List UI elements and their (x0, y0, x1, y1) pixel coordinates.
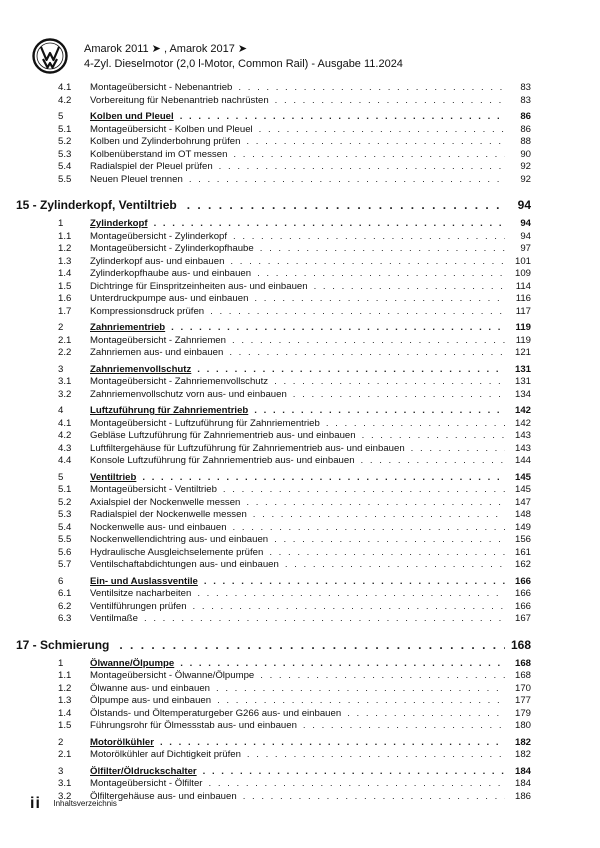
toc-entry[interactable] (58, 281, 531, 294)
toc-entry-title: Ein- und Auslassventile (90, 575, 198, 587)
toc-entry-page: 180 (514, 720, 531, 731)
header-engine-line: 4-Zyl. Dieselmotor (2,0 l-Motor, Common Rail) - Ausgabe 11.2024 (84, 58, 403, 70)
toc-entry-number: 6.3 (58, 613, 72, 624)
page-footer (30, 795, 570, 813)
toc-entry-page: 166 (514, 588, 531, 599)
toc-entry-title: Motorölkühler auf Dichtigkeit prüfen (90, 749, 241, 760)
toc-entry-page: 94 (517, 198, 531, 212)
toc-entry[interactable] (58, 695, 531, 708)
toc-entry-title: Konsole Luftzuführung für Zahnriementrieb aus- und einbauen (90, 455, 355, 466)
toc-section[interactable] (58, 766, 531, 779)
toc-entry[interactable] (58, 720, 531, 733)
toc-entry-number: 1.4 (58, 268, 72, 279)
toc-entry-title: Nockenwellendichtring aus- und einbauen (90, 534, 269, 545)
toc-entry[interactable] (58, 708, 531, 721)
toc-entry-page: 88 (520, 136, 531, 147)
toc-entry-number: 2 (58, 736, 64, 748)
toc-entry-page: 121 (514, 347, 531, 358)
toc-entry-page: 109 (514, 268, 531, 279)
toc-entry-page: 92 (520, 161, 531, 172)
toc-entry-title: Kolbenüberstand im OT messen (90, 148, 228, 160)
dot-leader (269, 547, 505, 560)
toc-entry-title: Vorbereitung für Nebenantrieb nachrüsten (90, 94, 269, 106)
toc-entry-number: 5.5 (58, 534, 72, 545)
toc-entry-number: 1.1 (58, 230, 72, 242)
toc-entry-number: 1 (58, 657, 64, 669)
toc-entry-title: Ölfilter/Öldruckschalter (90, 765, 197, 777)
dot-leader (361, 455, 505, 468)
toc-entry[interactable] (58, 749, 531, 762)
toc-entry-page: 90 (520, 148, 531, 160)
toc-entry-page: 83 (520, 94, 531, 106)
toc-entry-number: 2.1 (58, 749, 72, 760)
toc-entry[interactable] (58, 95, 531, 108)
toc-entry-number: 5.5 (58, 173, 72, 185)
toc-entry-number: 5.3 (58, 148, 72, 160)
toc-entry-page: 156 (514, 534, 531, 545)
toc-entry-number: 5.1 (58, 484, 72, 495)
toc-entry-title: Hydraulische Ausgleichselemente prüfen (90, 546, 264, 558)
toc-entry-title: Montageübersicht - Zylinderkopf (90, 230, 228, 242)
toc-entry-number: 2.1 (58, 334, 72, 346)
dot-leader (144, 613, 505, 626)
toc-entry-number: 3 (58, 765, 64, 777)
toc-entry-page: 94 (520, 230, 531, 242)
toc-entry-number: 1.4 (58, 707, 72, 719)
dot-leader (274, 534, 505, 547)
toc-entry-number: 1.3 (58, 695, 72, 706)
dot-leader (260, 243, 505, 256)
toc-entry-page: 131 (514, 376, 531, 387)
toc-entry[interactable] (58, 670, 531, 683)
toc-entry-number: 4 (58, 405, 64, 416)
page-header (32, 38, 572, 78)
toc-entry-number: 1.7 (58, 305, 72, 317)
toc-entry-title: Ventilmaße (90, 613, 138, 624)
table-of-contents (16, 82, 531, 803)
toc-entry-title: Radialspiel der Pleuel prüfen (90, 161, 213, 172)
dot-leader (254, 405, 505, 418)
toc-entry-title: Luftfiltergehäuse für Luftzuführung für Zahnriementrieb aus- und einbauen (90, 442, 405, 454)
dot-leader (230, 256, 505, 269)
dot-leader (154, 218, 505, 231)
toc-entry-page: 134 (514, 388, 531, 400)
dot-leader (180, 111, 505, 124)
toc-entry-page: 142 (514, 405, 531, 416)
toc-entry-number: 5.4 (58, 521, 72, 533)
toc-entry-page: 161 (514, 546, 531, 558)
dot-leader (326, 418, 505, 431)
toc-entry-number: 5.2 (58, 136, 72, 147)
dot-leader (259, 124, 505, 137)
toc-entry-title: Ventilführungen prüfen (90, 600, 187, 612)
toc-section[interactable] (58, 576, 531, 589)
toc-entry-title: Montageübersicht - Kolben und Pleuel (90, 123, 253, 135)
toc-entry-title: Montageübersicht - Nebenantrieb (90, 82, 233, 93)
toc-entry-number: 6.1 (58, 588, 72, 599)
toc-entry-title: Ventilschaftabdichtungen aus- und einbauen (90, 559, 279, 570)
toc-entry-page: 162 (514, 559, 531, 570)
toc-entry-page: 168 (514, 657, 531, 669)
toc-entry-number: 1.5 (58, 280, 72, 292)
dot-leader (223, 484, 505, 497)
toc-entry-page: 119 (515, 334, 531, 346)
dot-leader (232, 335, 505, 348)
toc-entry-page: 177 (514, 695, 531, 706)
toc-entry-title: Ventiltrieb (90, 471, 137, 483)
dot-leader (285, 559, 505, 572)
toc-entry-page: 168 (510, 637, 531, 652)
toc-entry-title: Kolben und Pleuel (90, 111, 174, 122)
toc-entry-title: 17 - Schmierung (16, 637, 110, 652)
dot-leader (180, 658, 505, 671)
dot-leader (246, 136, 505, 149)
toc-entry-page: 166 (514, 575, 531, 587)
dot-leader (203, 766, 505, 779)
toc-entry-page: 94 (520, 218, 531, 229)
dot-leader (260, 670, 505, 683)
dot-leader (229, 347, 505, 360)
toc-entry-page: 101 (514, 255, 531, 267)
toc-chapter[interactable] (16, 196, 531, 214)
toc-entry-page: 167 (514, 613, 531, 624)
toc-entry-number: 2 (58, 322, 64, 333)
toc-entry-number: 5.7 (58, 559, 72, 570)
vw-logo-icon (32, 38, 68, 74)
toc-entry-title: Ölwanne aus- und einbauen (90, 682, 211, 694)
toc-section[interactable] (58, 737, 531, 750)
toc-entry-page: 142 (514, 417, 531, 429)
toc-entry-number: 3.1 (58, 376, 72, 387)
toc-entry-number: 4.3 (58, 442, 72, 454)
toc-entry-title: Montageübersicht - Ventiltrieb (90, 484, 217, 495)
toc-entry-title: Montageübersicht - Ölwanne/Ölpumpe (90, 670, 255, 681)
toc-entry-number: 1.1 (58, 670, 72, 681)
toc-entry-number: 5.6 (58, 546, 72, 558)
toc-section[interactable] (58, 111, 531, 124)
toc-entry[interactable] (58, 306, 531, 319)
dot-leader (171, 322, 505, 335)
toc-entry-title: Gebläse Luftzuführung für Zahnriementrieb aus- und einbauen (90, 430, 356, 441)
dot-leader (247, 749, 505, 762)
toc-entry-page: 143 (514, 442, 531, 454)
dot-leader (160, 737, 505, 750)
toc-entry-page: 117 (515, 305, 531, 317)
toc-entry-title: Montageübersicht - Zylinderkopfhaube (90, 243, 254, 254)
page-number: ii (30, 795, 41, 812)
dot-leader (274, 376, 505, 389)
dot-leader (189, 174, 505, 187)
toc-entry-title: Zahnriemen aus- und einbauen (90, 347, 224, 358)
toc-entry-page: 86 (520, 111, 531, 122)
toc-entry-title: 15 - Zylinderkopf, Ventiltrieb (16, 198, 177, 212)
toc-entry-page: 184 (514, 778, 531, 789)
toc-entry-page: 147 (514, 496, 531, 508)
dot-leader (193, 601, 505, 614)
toc-entry-number: 5.1 (58, 123, 72, 135)
toc-entry-page: 145 (514, 484, 531, 495)
toc-entry-page: 144 (514, 455, 531, 466)
dot-leader (119, 636, 505, 654)
toc-entry[interactable] (58, 82, 531, 95)
toc-section[interactable] (58, 218, 531, 231)
toc-entry-page: 168 (514, 670, 531, 681)
toc-entry[interactable] (58, 376, 531, 389)
dot-leader (187, 196, 505, 214)
toc-entry-title: Zylinderkopf aus- und einbauen (90, 255, 225, 267)
dot-leader (362, 430, 505, 443)
toc-entry-number: 2.2 (58, 347, 72, 358)
toc-entry[interactable] (58, 455, 531, 468)
dot-leader (347, 708, 505, 721)
toc-entry-number: 3 (58, 363, 64, 375)
dot-leader (238, 82, 505, 95)
toc-entry-page: 83 (520, 82, 531, 93)
toc-entry[interactable] (58, 136, 531, 149)
toc-entry-page: 170 (514, 682, 531, 694)
toc-entry-title: Luftzuführung für Zahnriementrieb (90, 405, 249, 416)
toc-entry[interactable] (58, 124, 531, 137)
toc-entry-title: Unterdruckpumpe aus- und einbauen (90, 293, 249, 304)
toc-entry[interactable] (58, 161, 531, 174)
toc-entry-title: Montageübersicht - Luftzuführung für Zahnriementrieb (90, 417, 320, 429)
toc-entry-title: Kolben und Zylinderbohrung prüfen (90, 136, 241, 147)
dot-leader (411, 443, 505, 456)
toc-entry[interactable] (58, 174, 531, 187)
toc-entry[interactable] (58, 430, 531, 443)
toc-entry-page: 166 (514, 600, 531, 612)
toc-entry-title: Neuen Pleuel trennen (90, 173, 183, 185)
toc-entry[interactable] (58, 293, 531, 306)
toc-entry-title: Montageübersicht - Ölfilter (90, 778, 203, 789)
toc-entry-title: Zahnriemenvollschutz (90, 363, 192, 375)
toc-entry-page: 131 (514, 363, 531, 375)
dot-leader (293, 389, 505, 402)
toc-entry-title: Kompressionsdruck prüfen (90, 305, 205, 317)
toc-entry[interactable] (58, 256, 531, 269)
toc-entry-number: 3.2 (58, 388, 72, 400)
toc-entry-number: 1.3 (58, 255, 72, 267)
toc-entry-number: 1 (58, 218, 64, 229)
toc-entry-page: 148 (514, 509, 531, 520)
toc-entry[interactable] (58, 389, 531, 402)
toc-entry[interactable] (58, 547, 531, 560)
toc-entry[interactable] (58, 497, 531, 510)
toc-entry-number: 5 (58, 471, 64, 483)
toc-entry-number: 4.2 (58, 430, 72, 441)
toc-entry-page: 145 (514, 471, 531, 483)
toc-entry[interactable] (58, 683, 531, 696)
toc-section[interactable] (58, 322, 531, 335)
toc-entry[interactable] (58, 509, 531, 522)
dot-leader (233, 149, 505, 162)
dot-leader (303, 720, 505, 733)
toc-entry[interactable] (58, 347, 531, 360)
toc-entry-title: Zylinderkopfhaube aus- und einbauen (90, 268, 252, 279)
dot-leader (219, 161, 505, 174)
toc-entry[interactable] (58, 243, 531, 256)
dot-leader (275, 95, 505, 108)
dot-leader (233, 231, 505, 244)
toc-entry-title: Radialspiel der Nockenwelle messen (90, 509, 247, 520)
toc-entry-title: Ölpumpe aus- und einbauen (90, 695, 212, 706)
toc-section[interactable] (58, 658, 531, 671)
toc-entry-page: 182 (514, 736, 531, 748)
toc-entry-title: Ölwanne/Ölpumpe (90, 657, 175, 669)
toc-entry-number: 1.2 (58, 243, 72, 254)
toc-entry-number: 3.2 (58, 790, 72, 802)
dot-leader (216, 683, 505, 696)
toc-entry-number: 1.6 (58, 293, 72, 304)
toc-entry[interactable] (58, 522, 531, 535)
toc-entry-number: 6 (58, 575, 64, 587)
toc-entry-page: 114 (515, 280, 531, 292)
toc-entry[interactable] (58, 231, 531, 244)
toc-entry-number: 4.1 (58, 82, 72, 93)
toc-section[interactable] (58, 405, 531, 418)
toc-entry-page: 179 (514, 707, 531, 719)
toc-entry[interactable] (58, 268, 531, 281)
dot-leader (246, 497, 505, 510)
dot-leader (254, 293, 505, 306)
toc-entry-number: 4.1 (58, 417, 72, 429)
dot-leader (197, 588, 505, 601)
toc-entry-title: Motorölkühler (90, 736, 154, 748)
footer-label: Inhaltsverzeichnis (53, 799, 117, 808)
dot-leader (209, 778, 505, 791)
toc-entry-title: Ölstands- und Öltemperaturgeber G266 aus- und einbauen (90, 707, 342, 719)
toc-entry-number: 3.1 (58, 778, 72, 789)
toc-entry-title: Führungsrohr für Ölmessstab aus- und einbauen (90, 720, 297, 731)
toc-section[interactable] (58, 364, 531, 377)
toc-entry-title: Dichtringe für Einspritzeinheiten aus- und einbauen (90, 280, 308, 292)
toc-entry-number: 5.2 (58, 496, 72, 508)
dot-leader (314, 281, 505, 294)
toc-entry-page: 143 (514, 430, 531, 441)
toc-entry-title: Ventilsitze nacharbeiten (90, 588, 192, 599)
toc-entry[interactable] (58, 484, 531, 497)
dot-leader (217, 695, 505, 708)
toc-entry[interactable] (58, 335, 531, 348)
toc-entry-number: 5.3 (58, 509, 72, 520)
toc-entry-number: 5.4 (58, 161, 72, 172)
toc-entry[interactable] (58, 149, 531, 162)
toc-entry[interactable] (58, 601, 531, 614)
toc-entry-title: Axialspiel der Nockenwelle messen (90, 496, 241, 508)
toc-entry-title: Nockenwelle aus- und einbauen (90, 521, 227, 533)
header-model-line: Amarok 2011 ➤ , Amarok 2017 ➤ (84, 43, 248, 55)
dot-leader (253, 509, 505, 522)
toc-entry[interactable] (58, 588, 531, 601)
toc-entry-number: 4.2 (58, 94, 72, 106)
toc-entry-title: Zylinderkopf (90, 218, 148, 229)
toc-entry-page: 149 (514, 521, 531, 533)
dot-leader (257, 268, 505, 281)
toc-entry[interactable] (58, 443, 531, 456)
toc-entry-page: 184 (514, 765, 531, 777)
dot-leader (142, 472, 505, 485)
toc-entry-page: 97 (520, 243, 531, 254)
toc-entry-page: 186 (514, 790, 531, 802)
toc-entry-page: 182 (514, 749, 531, 760)
toc-entry-page: 119 (515, 322, 531, 333)
toc-section[interactable] (58, 472, 531, 485)
toc-entry[interactable] (58, 559, 531, 572)
toc-entry-page: 86 (520, 123, 531, 135)
toc-entry[interactable] (58, 778, 531, 791)
dot-leader (204, 576, 505, 589)
toc-entry[interactable] (58, 613, 531, 626)
toc-entry-number: 5 (58, 111, 64, 122)
toc-entry-number: 4.4 (58, 455, 72, 466)
toc-entry-number: 6.2 (58, 600, 72, 612)
toc-entry-title: Zahnriemenvollschutz vorn aus- und einbauen (90, 388, 287, 400)
toc-entry-number: 1.5 (58, 720, 72, 731)
dot-leader (233, 522, 505, 535)
toc-entry-title: Zahnriementrieb (90, 322, 166, 333)
dot-leader (210, 306, 505, 319)
toc-entry-number: 1.2 (58, 682, 72, 694)
toc-entry-page: 116 (515, 293, 531, 304)
toc-entry-title: Montageübersicht - Zahnriemenvollschutz (90, 376, 269, 387)
dot-leader (197, 364, 505, 377)
toc-entry[interactable] (58, 418, 531, 431)
toc-chapter[interactable] (16, 636, 531, 654)
toc-entry-title: Ölfiltergehäuse aus- und einbauen (90, 790, 237, 802)
toc-entry-page: 92 (520, 173, 531, 185)
toc-entry[interactable] (58, 534, 531, 547)
toc-entry-title: Montageübersicht - Zahnriemen (90, 334, 226, 346)
